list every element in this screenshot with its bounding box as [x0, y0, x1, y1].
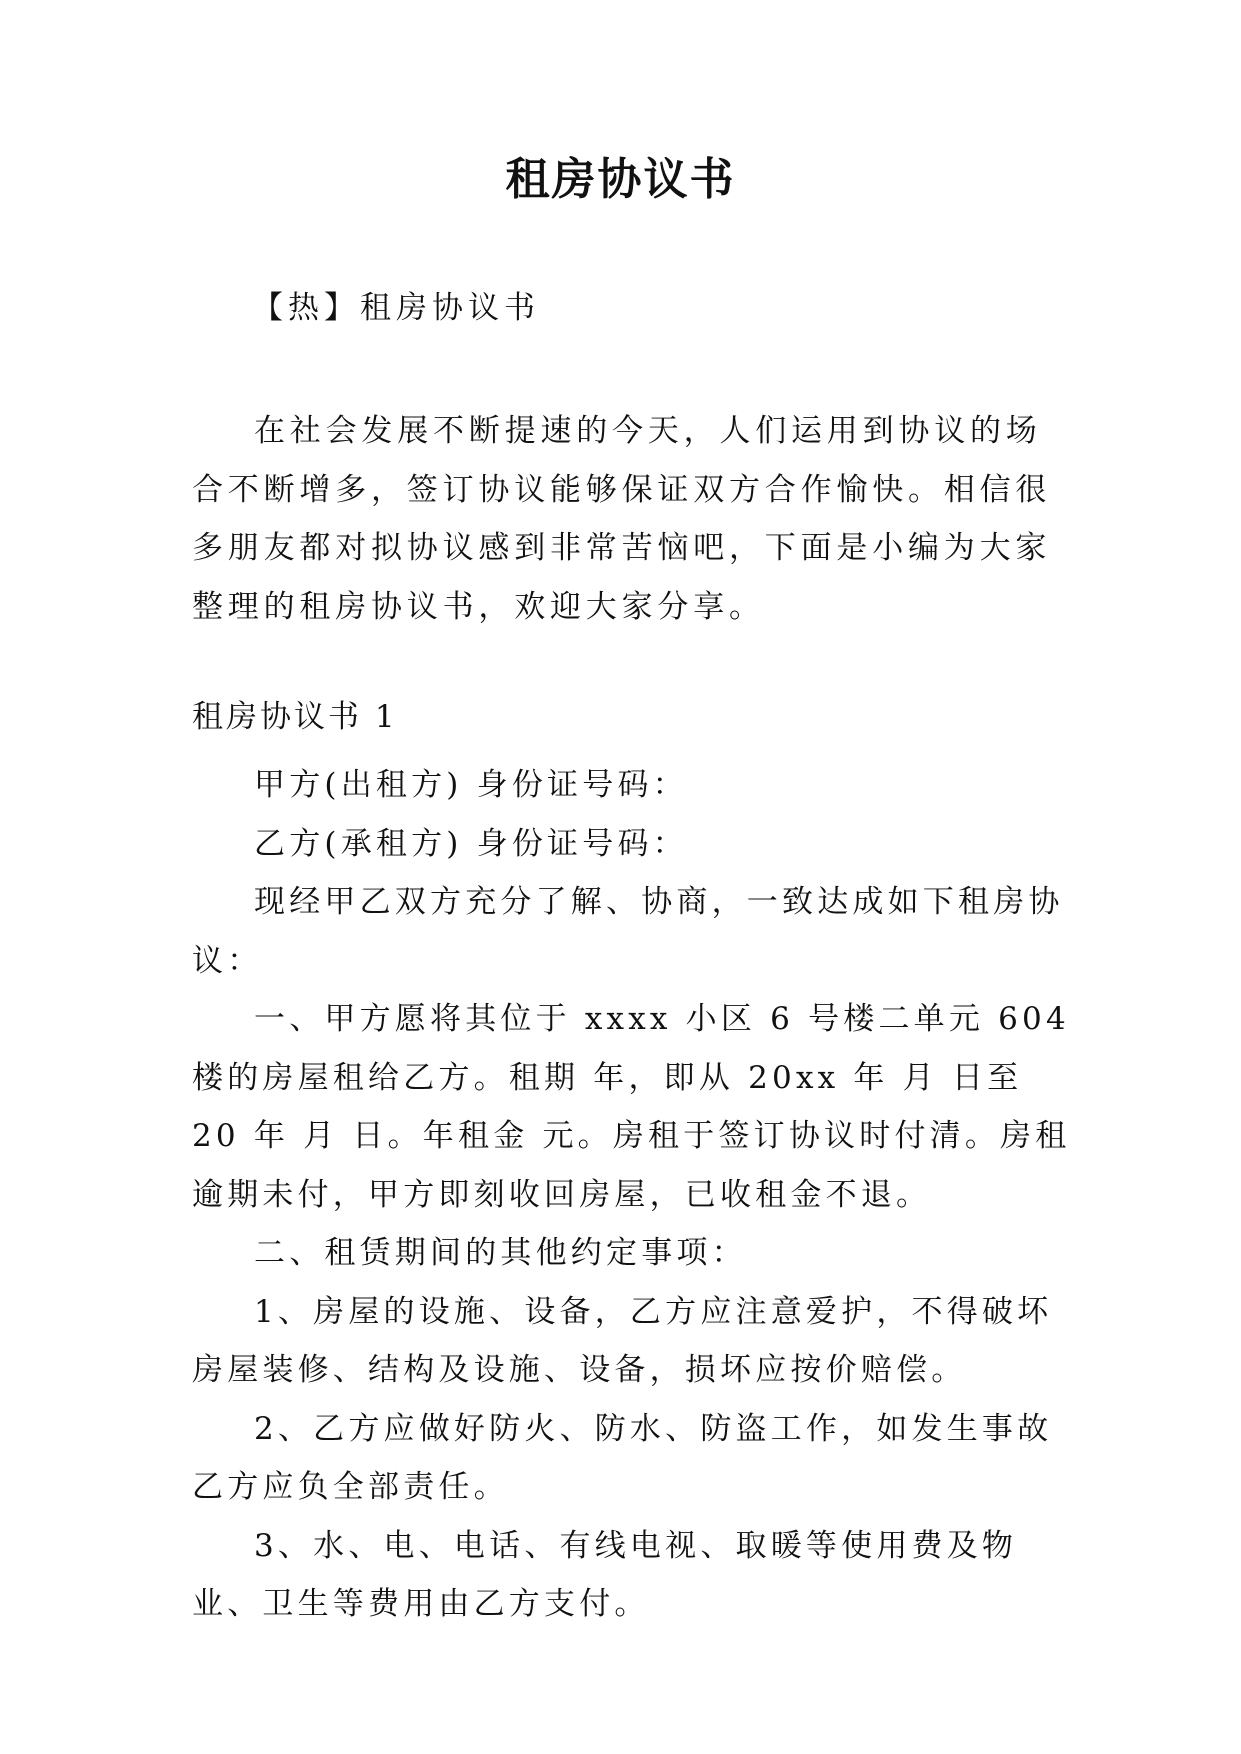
clause-one: 一、甲方愿将其位于 xxxx 小区 6 号楼二单元 604 楼的房屋租给乙方。租期 年，即从 20xx 年 月 日至 20 年 月 日。年租金 元。房租于签订协议时付清。房租逾期未付，甲方即刻收回房屋，已收租金不退。 — [192, 1001, 1071, 1213]
section-heading: 租房协议书 1 — [192, 699, 398, 735]
party-b-line: 乙方(承租方) 身份证号码： — [254, 825, 688, 862]
clause-item-1: 1、房屋的设施、设备，乙方应注意爱护，不得破坏房屋装修、结构及设施、设备，损坏应按价赔偿。 — [192, 1293, 1053, 1388]
party-a-line: 甲方(出租方) 身份证号码： — [254, 767, 688, 803]
intro-paragraph: 在社会发展不断提速的今天，人们运用到协议的场合不断增多，签订协议能够保证双方合作愉快。相信很多朋友都对拟协议感到非常苦恼吧，下面是小编为大家整理的租房协议书，欢迎大家分享。 — [192, 413, 1052, 625]
clause-two-heading: 二、租赁期间的其他约定事项： — [254, 1235, 747, 1271]
document-title: 租房协议书 — [505, 154, 736, 205]
agreement-body — [192, 756, 1072, 1634]
clause-item-2: 2、乙方应做好防火、防水、防盗工作，如发生事故乙方应负全部责任。 — [192, 1410, 1053, 1505]
clause-item-3: 3、水、电、电话、有线电视、取暖等使用费及物业、卫生等费用由乙方支付。 — [192, 1527, 1018, 1622]
agreement-preamble: 现经甲乙双方充分了解、协商，一致达成如下租房协议： — [192, 884, 1064, 979]
document-subtitle: 【热】租房协议书 — [252, 290, 540, 326]
